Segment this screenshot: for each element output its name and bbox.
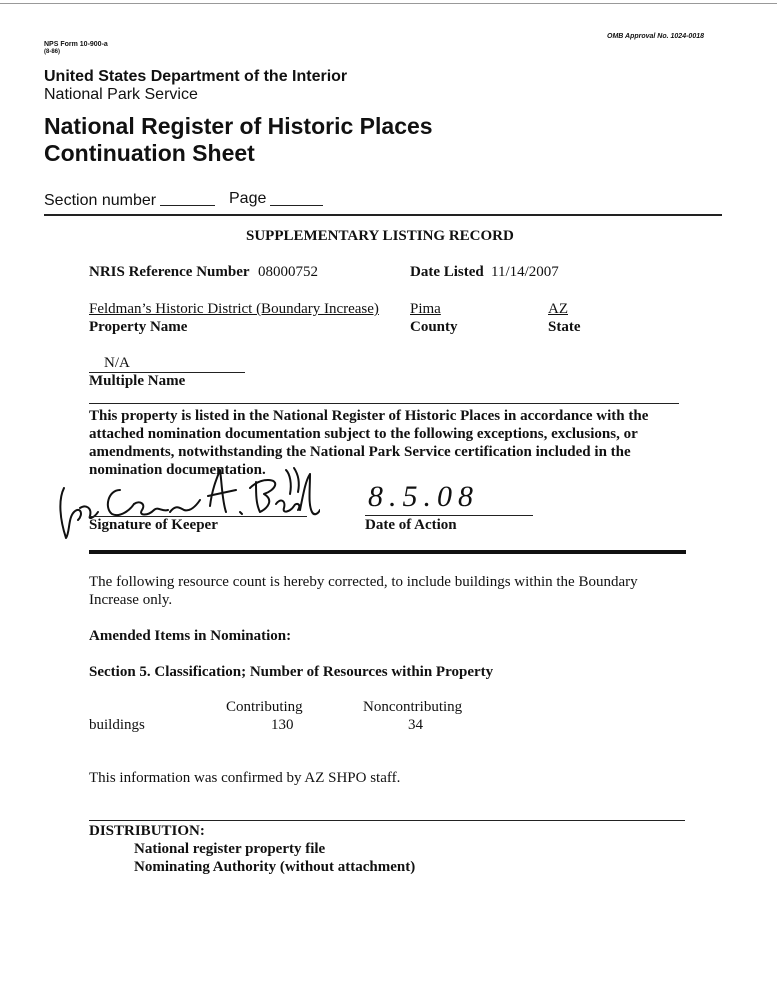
- date-of-action-handwritten: 8.5.08: [368, 480, 479, 513]
- statement-line2: attached nomination documentation subject to the following exceptions, exclusions, or: [89, 426, 638, 442]
- form-number: NPS Form 10-900-a: [44, 41, 108, 48]
- distribution-item1: National register property file: [134, 841, 326, 857]
- distribution-heading: DISTRIBUTION:: [89, 823, 205, 839]
- statement-line3: amendments, notwithstanding the National Park Service certification included in the: [89, 444, 631, 460]
- contributing-count: 130: [271, 717, 294, 733]
- signature-label: Signature of Keeper: [89, 517, 218, 533]
- record-heading: SUPPLEMENTARY LISTING RECORD: [246, 228, 514, 244]
- page-blank: [270, 205, 323, 206]
- date-listed-value: 11/14/2007: [491, 264, 559, 280]
- page-label: Page: [229, 190, 267, 207]
- confirmation-note: This information was confirmed by AZ SHPO staff.: [89, 770, 401, 786]
- multiple-name-label: Multiple Name: [89, 373, 186, 389]
- nris-label: NRIS Reference Number: [89, 264, 250, 280]
- county-value: Pima: [410, 301, 441, 317]
- state-value: AZ: [548, 301, 568, 317]
- property-name-value: Feldman’s Historic District (Boundary Increase): [89, 301, 379, 317]
- noncontributing-count: 34: [408, 717, 423, 733]
- date-of-action-line: [365, 515, 533, 516]
- section5-heading: Section 5. Classification; Number of Resources within Property: [89, 664, 494, 680]
- omb-approval: OMB Approval No. 1024-0018: [607, 33, 704, 40]
- page-title-line1: National Register of Historic Places: [44, 113, 433, 139]
- column-contributing: Contributing: [226, 699, 303, 715]
- statement-line4: nomination documentation.: [89, 462, 266, 478]
- header-divider: [44, 214, 722, 216]
- county-label: County: [410, 319, 458, 335]
- correction-line1: The following resource count is hereby corrected, to include buildings within the Boundary: [89, 574, 638, 590]
- date-listed-label: Date Listed: [410, 264, 484, 280]
- statement-top-rule: [89, 403, 679, 404]
- correction-line2: Increase only.: [89, 592, 173, 608]
- record-bottom-rule: [89, 550, 686, 554]
- statement-line1: This property is listed in the National Register of Historic Places in accordance with the: [89, 408, 649, 424]
- property-name-label: Property Name: [89, 319, 188, 335]
- multiple-name-value: N/A: [104, 355, 130, 371]
- distribution-item2: Nominating Authority (without attachment): [134, 859, 416, 875]
- section-number-label: Section number: [44, 192, 157, 209]
- row-buildings-label: buildings: [89, 717, 145, 733]
- agency-title: National Park Service: [44, 86, 198, 103]
- scan-top-edge: [0, 3, 777, 4]
- department-title: United States Department of the Interior: [44, 68, 348, 85]
- column-noncontributing: Noncontributing: [363, 699, 463, 715]
- section-number-blank: [160, 205, 215, 206]
- amended-heading: Amended Items in Nomination:: [89, 628, 292, 644]
- form-date: (8-86): [44, 49, 61, 55]
- distribution-rule: [89, 820, 685, 821]
- state-label: State: [548, 319, 581, 335]
- nris-value: 08000752: [258, 264, 318, 280]
- date-of-action-label: Date of Action: [365, 517, 457, 533]
- page-title-line2: Continuation Sheet: [44, 140, 255, 166]
